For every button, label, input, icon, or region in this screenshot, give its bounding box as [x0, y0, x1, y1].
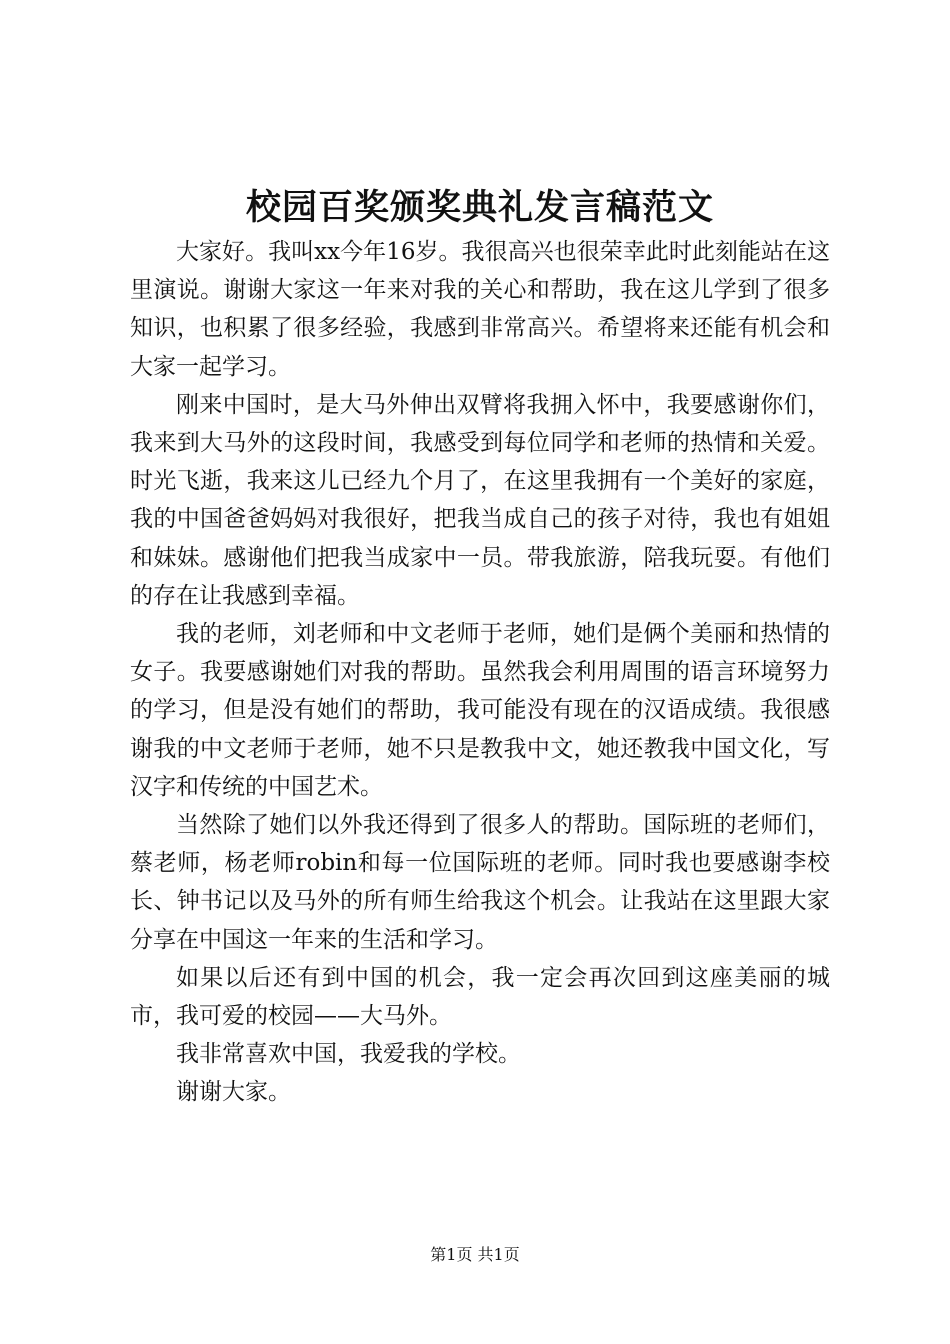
document-title: 校园百奖颁奖典礼发言稿范文: [245, 187, 714, 228]
paragraph-greeting: 大家好。我叫xx今年16岁。我很高兴也很荣幸此时此刻能站在这里演说。谢谢大家这一年来对我的关心和帮助，我在这儿学到了很多知识，也积累了很多经验，我感到非常高兴。希望将来还能有机会和大家一起学习。: [130, 239, 830, 380]
paragraph-thanks: 当然除了她们以外我还得到了很多人的帮助。国际班的老师们，蔡老师，杨老师robin和每一位国际班的老师。同时我也要感谢李校长、钟书记以及马外的所有师生给我这个机会。让我站在这里跟大家分享在中国这一年来的生活和学习。: [130, 812, 830, 953]
paragraph-love-school: 我非常喜欢中国，我爱我的学校。: [176, 1041, 521, 1068]
page-footer: 第1页 共1页: [430, 1245, 520, 1264]
document-body: [130, 233, 830, 1112]
paragraph-future: 如果以后还有到中国的机会，我一定会再次回到这座美丽的城市，我可爱的校园——大马外。: [130, 964, 830, 1030]
paragraph-closing: 谢谢大家。: [176, 1079, 291, 1106]
paragraph-teachers: 我的老师，刘老师和中文老师于老师，她们是俩个美丽和热情的女子。我要感谢她们对我的帮助。虽然我会利用周围的语言环境努力的学习，但是没有她们的帮助，我可能没有现在的汉语成绩。我很感谢我的中文老师于老师，她不只是教我中文，她还教我中国文化，写汉字和传统的中国艺术。: [130, 621, 830, 800]
paragraph-arrival: 刚来中国时，是大马外伸出双臂将我拥入怀中，我要感谢你们，我来到大马外的这段时间，我感受到每位同学和老师的热情和关爱。时光飞逝，我来这儿已经九个月了，在这里我拥有一个美好的家庭，我的中国爸爸妈妈对我很好，把我当成自己的孩子对待，我也有姐姐和妹妹。感谢他们把我当成家中一员。带我旅游，陪我玩耍。有他们的存在让我感到幸福。: [130, 391, 830, 609]
